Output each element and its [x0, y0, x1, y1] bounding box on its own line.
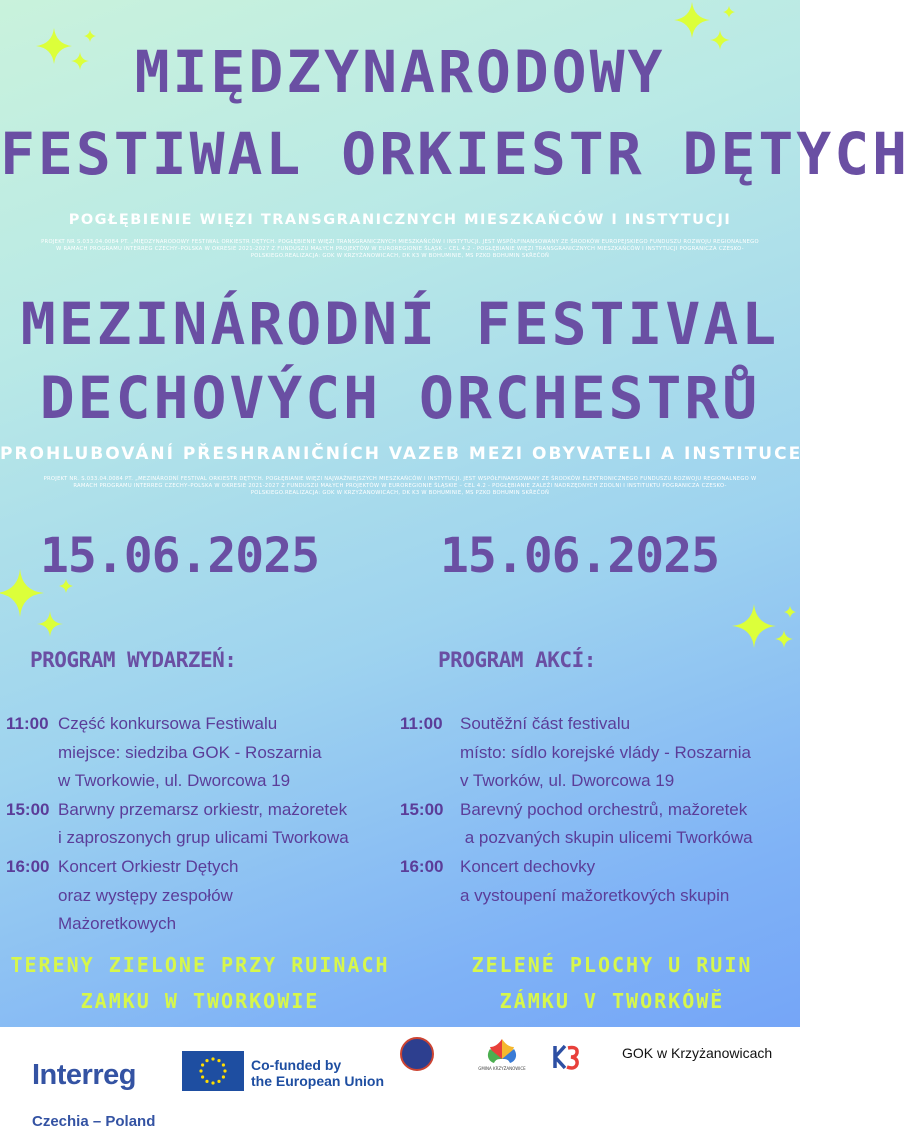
event-line: a pozvaných skupin ulicemi Tworkówa — [460, 828, 753, 848]
event-line: oraz występy zespołów — [58, 885, 233, 905]
event-line: místo: sídlo korejské vlády - Roszarnia — [460, 742, 751, 762]
organizer-label: GOK w Krzyżanowicach — [622, 1045, 773, 1061]
event-time: 16:00 — [6, 856, 50, 876]
schedule-cz — [400, 710, 798, 910]
cofunded-line2: the European Union — [251, 1073, 384, 1089]
event-line: v Tworków, ul. Dworcowa 19 — [460, 771, 675, 791]
schedule-item — [400, 796, 798, 853]
event-line: a vystoupení mažoretkových skupin — [460, 885, 730, 905]
title-pl-line2: FESTIWAL ORKIESTR DĘTYCH — [0, 120, 910, 188]
event-line: Barevný pochod orchestrů, mažoretek — [460, 799, 748, 819]
schedule-item — [400, 710, 798, 796]
eu-flag-icon — [182, 1051, 244, 1091]
footer-logos — [0, 1027, 800, 1132]
schedule-item — [6, 796, 398, 853]
date-pl: 15.06.2025 — [40, 528, 319, 584]
subtitle-pl: POGŁĘBIENIE WIĘZI TRANSGRANICZNYCH MIESZKAŃCÓW I INSTYTUCJI — [68, 212, 732, 228]
k3-logo-icon — [551, 1036, 583, 1074]
event-time: 11:00 — [6, 714, 49, 733]
subtitle-cz: PROHLUBOVÁNÍ PŘESHRANIČNÍCH VAZEB MEZI OBYVATELI A INSTITUCEMI. — [0, 444, 838, 464]
schedule-pl — [6, 710, 398, 939]
location-pl-line1: TERENY ZIELONE PRZY RUINACH — [10, 953, 390, 977]
event-line: i zaproszonych grup ulicami Tworkowa — [58, 828, 349, 848]
event-time: 16:00 — [400, 856, 444, 876]
interreg-logo: Interreg — [32, 1059, 136, 1091]
program-heading-pl: PROGRAM WYDARZEŃ: — [30, 648, 237, 672]
fine-print-cz: PROJEKT NR. S.033.04.0084 PT. „MEZINÁRODNÍ FESTIVAL ORKIESTR DĘTYCH. POGŁĘBIANIE WIĘZI NAJWAŻNIEJSZYCH MIESZKAŃCÓW I INSTYTUCJI. JEST WSPÓŁFINANSOWANY ZE ŚRODKÓW ELEKTRONICZNEGO FUNDUSZU ROZWOJU REGIONALNEGO W RAMACH PROGRAMU INTERREG CZECHY–POLSKA W OKRESIE 2021-2027 Z FUNDUSZU MAŁYCH PROJEKTÓW W EUROREGIONIE ŚLĄSKIE – CEL 4.2 - POGŁĘBIANIE ZALEŻI NADRZĘDNYCH ZDOLNI I INSTITUKTU POGRANICZA CZESKO-POLSKIEGO.REALIZACJA: GOK W KRZYŻANOWICACH, DK K3 W BOHUMINIE, MS PZKO BOHUMIN SKŘEČOŇ — [43, 476, 757, 496]
date-cz: 15.06.2025 — [440, 528, 719, 584]
title-pl-line1: MIĘDZYNARODOWY — [134, 38, 666, 106]
cofunded-text — [251, 1057, 384, 1089]
event-line: Koncert Orkiestr Dętych — [58, 856, 239, 876]
location-pl-line2: ZAMKU W TWORKOWIE — [80, 989, 320, 1013]
event-line: Koncert dechovky — [460, 856, 596, 876]
location-cz-line1: ZELENÉ PLOCHY U RUIN — [471, 953, 753, 977]
event-line: Część konkursowa Festiwalu — [58, 714, 278, 733]
event-line: miejsce: siedziba GOK - Roszarnia — [58, 742, 322, 762]
location-cz-line2: ZÁMKU V TWORKÓWĚ — [499, 989, 725, 1013]
event-line: Soutěžní část festivalu — [460, 714, 631, 733]
fine-print-pl: PROJEKT NR S.033.04.0084 PT. „MIĘDZYNARODOWY FESTIWAL ORKIESTR DĘTYCH. POGŁĘBIENIE WIĘZI TRANSGRANICZNYCH MIESZKAŃCÓW I INSTYTUCJI. JEST WSPÓŁFINANSOWANY ZE ŚRODKÓW EUROPEJSKIEGO FUNDUSZU ROZWOJU REGIONALNEGO W RAMACH PROGRAMU INTERREG CZECHY–POLSKA W OKRESIE 2021-2027 Z FUNDUSZU MAŁYCH PROJEKTÓW W EUROREGIONIE ŚLĄSK – CEL 4.2 - POGŁĘBIANIE WIĘZI TRANSGRANICZNYCH MIESZKAŃCÓW I INSTYTUCJI POGRANICZA CZESKO-POLSKIEGO.REALIZACJA: GOK W KRZYŻANOWICACH, DK K3 W BOHUMINIE, MS PZKO BOHUMIN SKŘEČOŇ — [41, 239, 759, 259]
schedule-item — [400, 853, 798, 910]
cofunded-line1: Co-funded by — [251, 1057, 342, 1073]
schedule-item — [6, 710, 398, 796]
title-cz-line2: DECHOVÝCH ORCHESTRŮ — [39, 364, 761, 432]
euroregion-logo-icon — [400, 1037, 434, 1071]
event-line: Mażoretkowych — [58, 914, 177, 934]
schedule-item — [6, 853, 398, 939]
event-line: w Tworkowie, ul. Dworcowa 19 — [58, 771, 291, 791]
gmina-label: GMINA KRZYŻANOWICE — [478, 1066, 526, 1071]
event-time: 15:00 — [400, 799, 444, 819]
program-heading-cz: PROGRAM AKCÍ: — [438, 648, 596, 672]
event-time: 15:00 — [6, 799, 50, 819]
interreg-region: Czechia – Poland — [32, 1113, 156, 1130]
event-line: Barwny przemarsz orkiestr, mażoretek — [58, 799, 348, 819]
sparkle-icon — [730, 600, 800, 662]
event-time: 11:00 — [400, 714, 443, 733]
title-cz-line1: MEZINÁRODNÍ FESTIVAL — [20, 290, 780, 358]
